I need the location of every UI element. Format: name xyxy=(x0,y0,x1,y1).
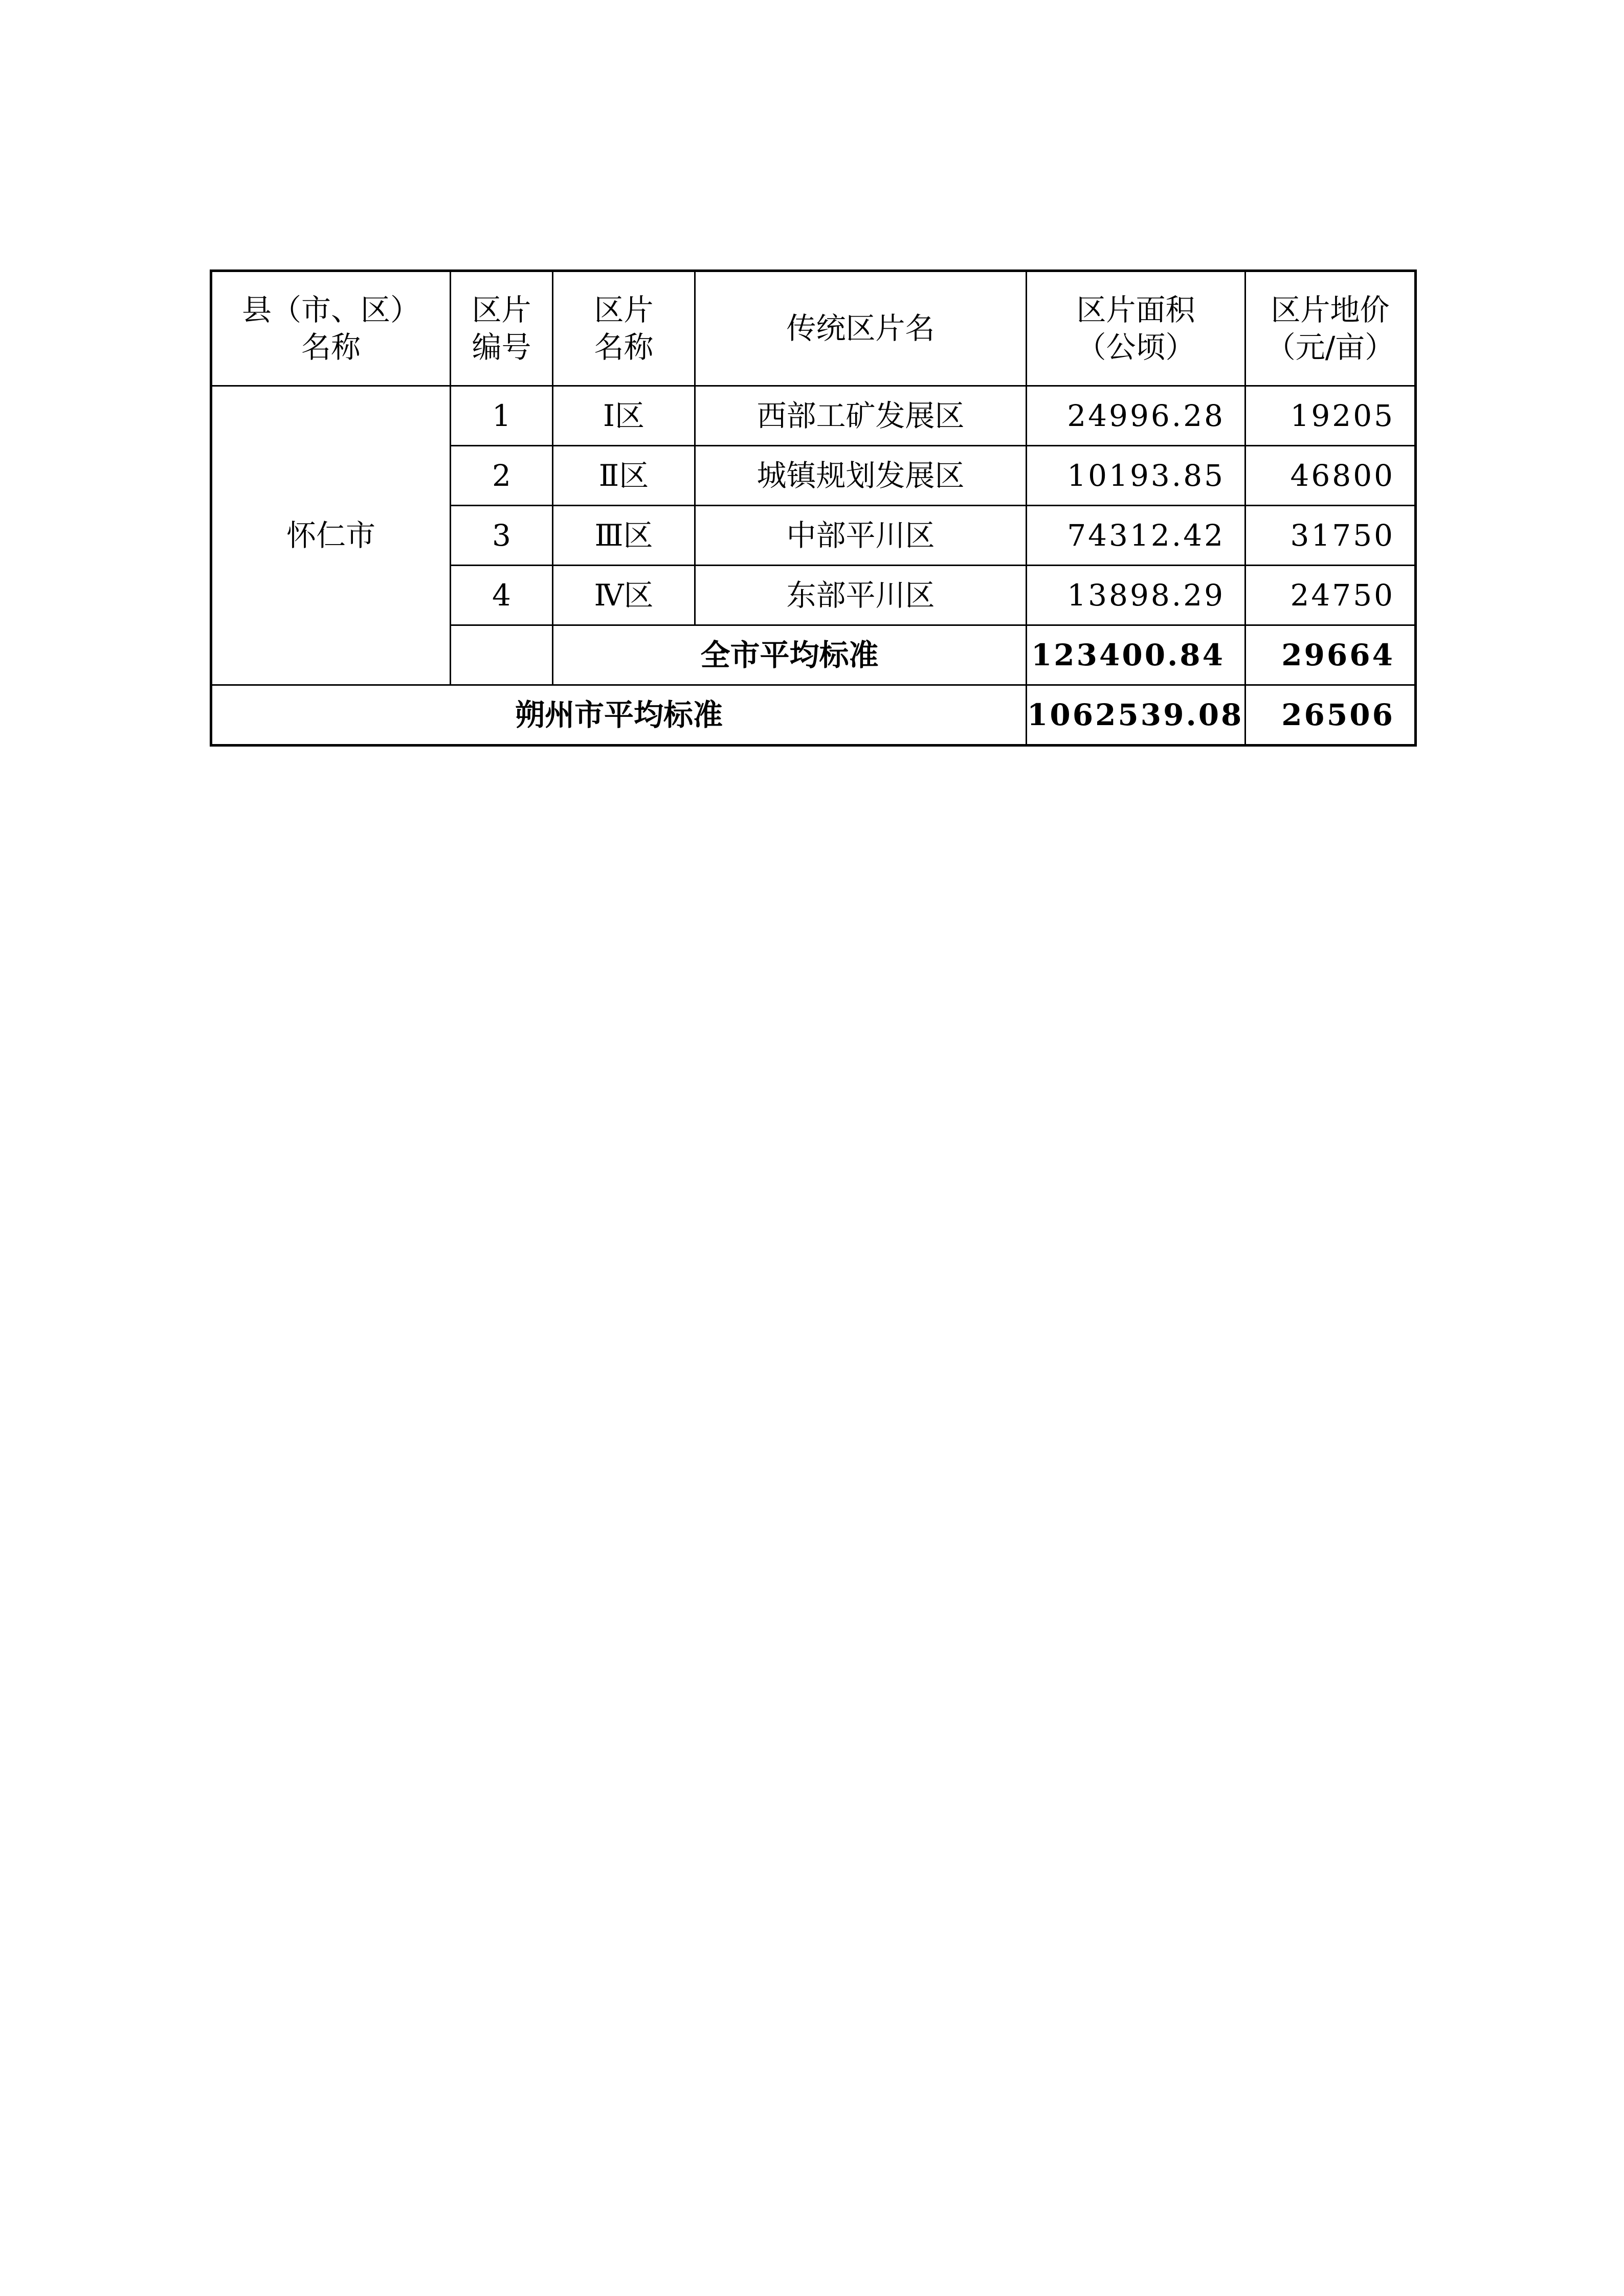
zone-name-cell: Ⅰ区 xyxy=(553,386,695,446)
area-cell: 24996.28 xyxy=(1027,386,1245,446)
zone-name-cell: Ⅲ区 xyxy=(553,506,695,566)
price-cell: 31750 xyxy=(1245,506,1416,566)
header-traditional-name: 传统区片名 xyxy=(695,271,1027,386)
header-area: 区片面积 （公顷） xyxy=(1027,271,1245,386)
city-average-area: 123400.84 xyxy=(1027,625,1245,685)
document-page xyxy=(210,269,1414,747)
zone-no-cell: 2 xyxy=(451,446,553,506)
area-cell: 74312.42 xyxy=(1027,506,1245,566)
zone-no-cell: 4 xyxy=(451,566,553,625)
shuozhou-average-row xyxy=(211,685,1416,746)
price-cell: 24750 xyxy=(1245,566,1416,625)
shuozhou-average-area: 1062539.08 xyxy=(1027,685,1245,746)
price-cell: 46800 xyxy=(1245,446,1416,506)
table-row xyxy=(211,386,1416,446)
traditional-name-cell: 西部工矿发展区 xyxy=(695,386,1027,446)
header-row xyxy=(211,271,1416,386)
header-county: 县（市、区） 名称 xyxy=(211,271,451,386)
traditional-name-cell: 东部平川区 xyxy=(695,566,1027,625)
shuozhou-average-price: 26506 xyxy=(1245,685,1416,746)
header-price: 区片地价 （元/亩） xyxy=(1245,271,1416,386)
traditional-name-cell: 中部平川区 xyxy=(695,506,1027,566)
traditional-name-cell: 城镇规划发展区 xyxy=(695,446,1027,506)
shuozhou-average-label: 朔州市平均标准 xyxy=(211,685,1027,746)
header-zone-name: 区片 名称 xyxy=(553,271,695,386)
area-cell: 10193.85 xyxy=(1027,446,1245,506)
city-average-label: 全市平均标准 xyxy=(553,625,1027,685)
county-cell: 怀仁市 xyxy=(211,386,451,685)
zone-no-cell: 1 xyxy=(451,386,553,446)
price-cell: 19205 xyxy=(1245,386,1416,446)
zone-no-cell: 3 xyxy=(451,506,553,566)
zone-name-cell: Ⅱ区 xyxy=(553,446,695,506)
area-cell: 13898.29 xyxy=(1027,566,1245,625)
header-zone-no: 区片 编号 xyxy=(451,271,553,386)
zone-name-cell: Ⅳ区 xyxy=(553,566,695,625)
empty-cell xyxy=(451,625,553,685)
land-price-table xyxy=(210,269,1417,747)
city-average-price: 29664 xyxy=(1245,625,1416,685)
